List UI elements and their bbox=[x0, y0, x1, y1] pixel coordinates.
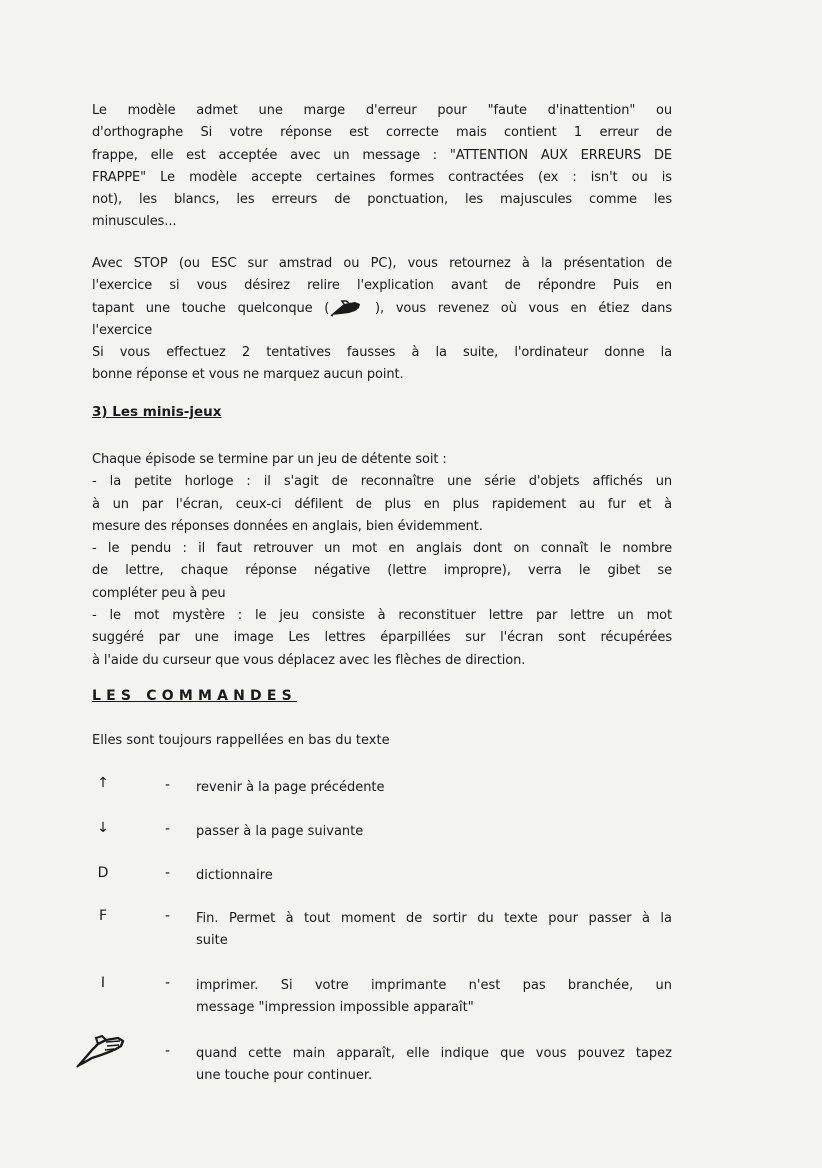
text-line-with-hand bbox=[92, 298, 672, 320]
text-line: compléter peu à peu bbox=[92, 585, 226, 601]
hand-icon bbox=[329, 299, 363, 317]
text-line: - la petite horloge : il s'agit de reconnaître une série d'objets affichés un bbox=[92, 474, 672, 490]
bullet: - bbox=[165, 1043, 171, 1059]
commands-heading: LES COMMANDES bbox=[92, 688, 297, 704]
paragraph-stop-key bbox=[92, 253, 672, 387]
text-line: Fin. Permet à tout moment de sortir du texte pour passer à la bbox=[196, 911, 672, 926]
text-line: Chaque épisode se termine par un jeu de détente soit : bbox=[92, 452, 447, 467]
paragraph-error-margin bbox=[92, 100, 672, 234]
bullet: - bbox=[165, 777, 171, 793]
text-line: FRAPPE" Le modèle accepte certaines formes contractées (ex : isn't ou is bbox=[92, 169, 672, 185]
bullet: - bbox=[165, 865, 171, 881]
show-through bbox=[262, 64, 266, 77]
text-line: minuscules... bbox=[92, 214, 177, 230]
text-line: Le modèle admet une marge d'erreur pour "faute d'inattention" ou bbox=[92, 103, 672, 118]
text-line: passer à la page suivante bbox=[196, 824, 364, 839]
text-fragment: tapant une touche quelconque ( bbox=[92, 300, 330, 316]
text-line: suite bbox=[196, 933, 228, 948]
text-line: - le pendu : il faut retrouver un mot en anglais dont on connaît le nombre bbox=[92, 541, 672, 557]
text-line: bonne réponse et vous ne marquez aucun point. bbox=[92, 367, 404, 383]
text-line: Avec STOP (ou ESC sur amstrad ou PC), vous retournez à la présentation de bbox=[92, 256, 672, 271]
text-fragment: ), vous revenez où vous en étiez dans bbox=[363, 300, 672, 316]
text-line: mesure des réponses données en anglais, bien évidemment. bbox=[92, 518, 483, 534]
command-description bbox=[196, 1043, 672, 1087]
command-key: I bbox=[100, 975, 106, 991]
down-arrow-icon: ↓ bbox=[97, 820, 109, 836]
text-line: une touche pour continuer. bbox=[196, 1068, 373, 1083]
text-line: l'exercice bbox=[92, 322, 153, 338]
text-line: frappe, elle est acceptée avec un message : "ATTENTION AUX ERREURS DE bbox=[92, 147, 672, 163]
command-key: F bbox=[98, 908, 108, 924]
commands-intro: Elles sont toujours rappellées en bas du texte bbox=[92, 733, 390, 748]
section-heading-mini-games: 3) Les minis-jeux bbox=[92, 404, 222, 420]
text-line: à un par l'écran, ceux-ci défilent de plus en plus rapidement au fur et à bbox=[92, 496, 672, 512]
text-line: l'exercice si vous désirez relire l'explication avant de répondre Puis en bbox=[92, 278, 672, 294]
text-line: - le mot mystère : le jeu consiste à reconstituer lettre par lettre un mot bbox=[92, 608, 672, 624]
bullet: - bbox=[165, 821, 171, 837]
command-description bbox=[196, 865, 672, 887]
text-line: d'orthographe Si votre réponse est correcte mais contient 1 erreur de bbox=[92, 125, 672, 141]
paragraph-mini-games bbox=[92, 449, 672, 672]
text-line: revenir à la page précédente bbox=[196, 780, 385, 795]
text-line: not), les blancs, les erreurs de ponctuation, les majuscules comme les bbox=[92, 192, 672, 208]
bullet: - bbox=[165, 908, 171, 924]
text-line: de lettre, chaque réponse négative (lettre impropre), verra le gibet se bbox=[92, 563, 672, 579]
text-line: message "impression impossible apparaît" bbox=[196, 1000, 474, 1015]
text-line: quand cette main apparaît, elle indique que vous pouvez tapez bbox=[196, 1046, 672, 1061]
command-description bbox=[196, 975, 672, 1019]
command-key: D bbox=[97, 865, 109, 881]
command-description bbox=[196, 821, 672, 843]
text-line: suggéré par une image Les lettres éparpillées sur l'écran sont récupérées bbox=[92, 630, 672, 646]
command-description bbox=[196, 908, 672, 952]
text-line: Si vous effectuez 2 tentatives fausses à la suite, l'ordinateur donne la bbox=[92, 345, 672, 361]
text-line: à l'aide du curseur que vous déplacez avec les flèches de direction. bbox=[92, 652, 526, 668]
up-arrow-icon: ↑ bbox=[97, 775, 109, 791]
bullet: - bbox=[165, 975, 171, 991]
command-description bbox=[196, 777, 672, 799]
text-line: imprimer. Si votre imprimante n'est pas branchée, un bbox=[196, 978, 672, 993]
text-line: dictionnaire bbox=[196, 868, 273, 883]
hand-icon bbox=[76, 1030, 126, 1068]
